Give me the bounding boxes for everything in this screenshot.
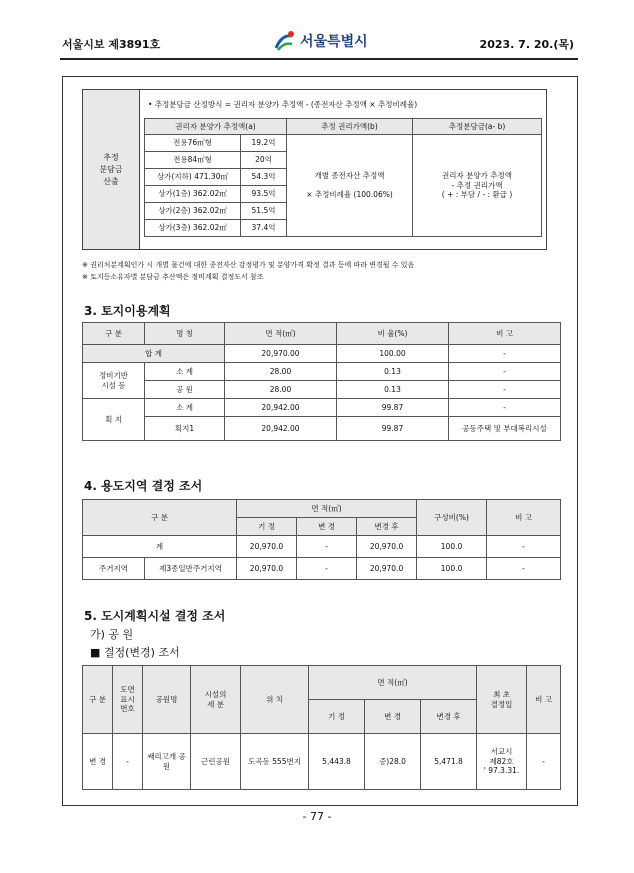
- estimate-side: 추정 분담금 산출: [83, 90, 140, 249]
- header-left: 서울시보 제3891호: [62, 38, 161, 51]
- formula-text: • 추정분담금 산정방식 = 권리자 분양가 추정액 - (종전자산 추정액 × 추정비례율): [148, 100, 418, 109]
- section3-title: 3. 토지이용계획: [84, 304, 171, 318]
- section5-sub2: ■ 결정(변경) 조서: [90, 646, 180, 659]
- section5-title: 5. 도시계획시설 결정 조서: [84, 609, 226, 623]
- page-number: - 77 -: [302, 810, 332, 823]
- section4-title: 4. 용도지역 결정 조서: [84, 479, 203, 493]
- header-right: 2023. 7. 20.(목): [479, 38, 574, 51]
- zoning-table: 구 분 면 적(㎡) 구성비(%) 비 고 기 정 변 경 변경 후 계 20,970.0 - 20,970.0 100.0 - 주거지역 제3종일반주거지역 20,970.0 - 20,970.0 100.0 -: [82, 499, 561, 580]
- estimate-table: 권리자 분양가 추정액(a) 추정 권리가액(b) 추정분담금(a- b) 전용76㎡형 19.2억 개별 종전자산 추정액 × 추정비례율 (100.06%) 권리자 분양가 추정액 - 추정 권리가액 ( + : 부담 / - : 환급 ) 전용84㎡형 20억 상가(지하) 471.30㎡ 54.3억 상가(1층) 362.02㎡ 93.5억 상가(2층) 362.02㎡ 51.5억 상가(3층) 362.02㎡ 37.4억: [144, 118, 542, 237]
- logo-text: 서울특별시: [300, 34, 368, 50]
- notes: ※ 권리처분계획인가 시 개별 물건에 대한 종전자산 감정평가 및 분양가격 확정 결과 등에 따라 변경될 수 있음 ※ 토지등소유자별 분담금 추산액은 정비계획 결정도서 참조: [82, 261, 415, 281]
- park-table: 구 분 도면 표시 번호 공원명 시설의 세 분 위 치 면 적(㎡) 최 초 결정일 비 고 기 정 변 경 변경 후 변 경 - 쌔리고개 공원 근린공원 도곡동 555번지 5,443.8 증)28.0 5,471.8 서교시 제82호 ' 97.3.31. -: [82, 665, 561, 790]
- estimate-box: [82, 89, 547, 250]
- land-use-table: 구 분 명 칭 면 적(㎡) 비 율(%) 비 고 합 계 20,970.00 100.00 - 정비기반 시설 등 소 계 28.00 0.13 - 공 원 28.00 0.13 - 획 지 소 계 20,942.00 99.87 - 획지1 20,942.00 99.87 공동주택 및 부대복리시설: [82, 322, 561, 441]
- seoul-logo-icon: [272, 30, 296, 52]
- seoul-logo: [272, 30, 368, 52]
- section5-sub: 가) 공 원: [90, 628, 134, 641]
- header-rule: [60, 58, 578, 60]
